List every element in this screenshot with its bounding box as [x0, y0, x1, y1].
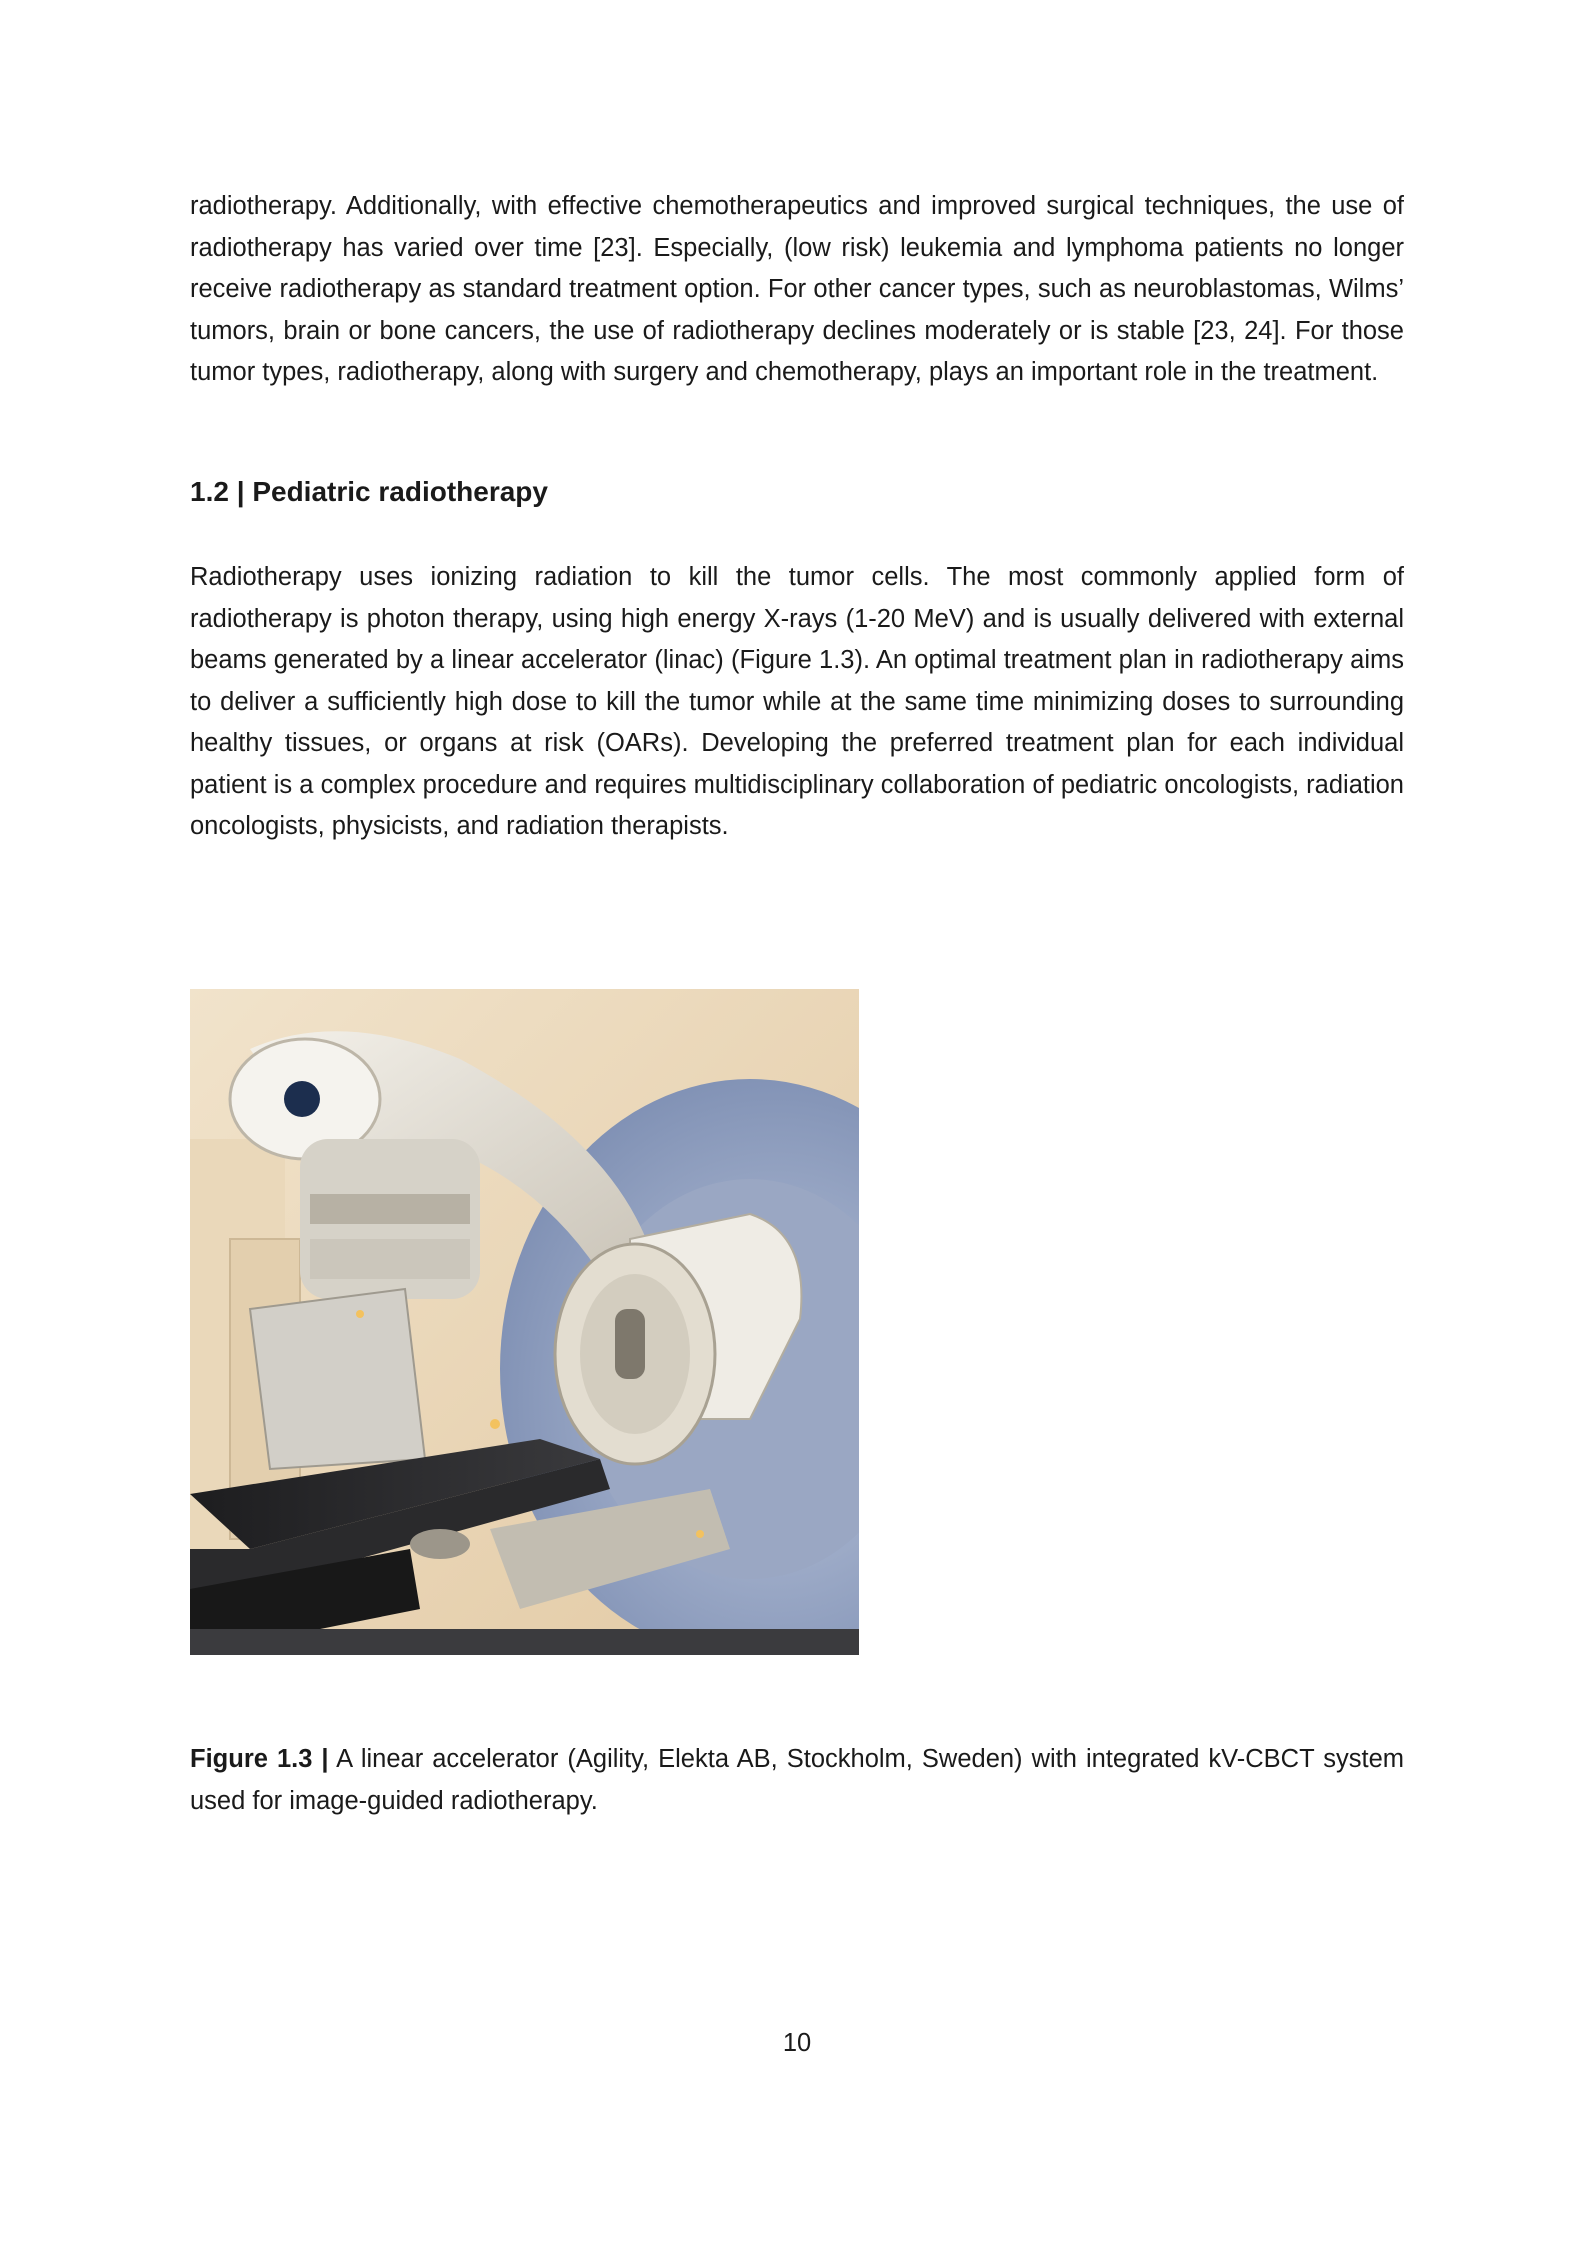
body-paragraph-1: radiotherapy. Additionally, with effective chemotherapeutics and improved surgical techniques, the use of radiotherapy has varied over time [23]. Especially, (low risk) leukemia and lymphoma patients no longer receive radiotherapy as standard treatment option. For other cancer types, such as neuroblastomas, Wilms’ tumors, brain or bone cancers, the use of radiotherapy declines moderately or is stable [23, 24]. For those tumor types, radiotherapy, along with surgery and chemotherapy, plays an important role in the treatment. — [190, 192, 1404, 386]
body-paragraph-2: Radiotherapy uses ionizing radiation to kill the tumor cells. The most commonly applied form of radiotherapy is photon therapy, using high energy X-rays (1-20 MeV) and is usually delivered with external beams generated by a linear accelerator (linac) (Figure 1.3). An optimal treatment plan in radiotherapy aims to deliver a sufficiently high dose to kill the tumor while at the same time minimizing doses to surrounding healthy tissues, or organs at risk (OARs). Developing the preferred treatment plan for each individual patient is a complex procedure and requires multidisciplinary collaboration of pediatric oncologists, radiation oncologists, physicists, and radiation therapists. — [190, 563, 1404, 840]
figure-caption — [190, 1739, 1404, 1822]
figure-caption-text: A linear accelerator (Agility, Elekta AB, Stockholm, Sweden) with integrated kV-CBCT system used for image-guided radiotherapy. — [190, 1745, 1404, 1815]
linear-accelerator-photo — [190, 989, 859, 1655]
section-heading: 1.2 | Pediatric radiotherapy — [190, 476, 548, 507]
page-number: 10 — [782, 2029, 812, 2057]
figure-caption-label: Figure 1.3 | — [190, 1745, 329, 1773]
